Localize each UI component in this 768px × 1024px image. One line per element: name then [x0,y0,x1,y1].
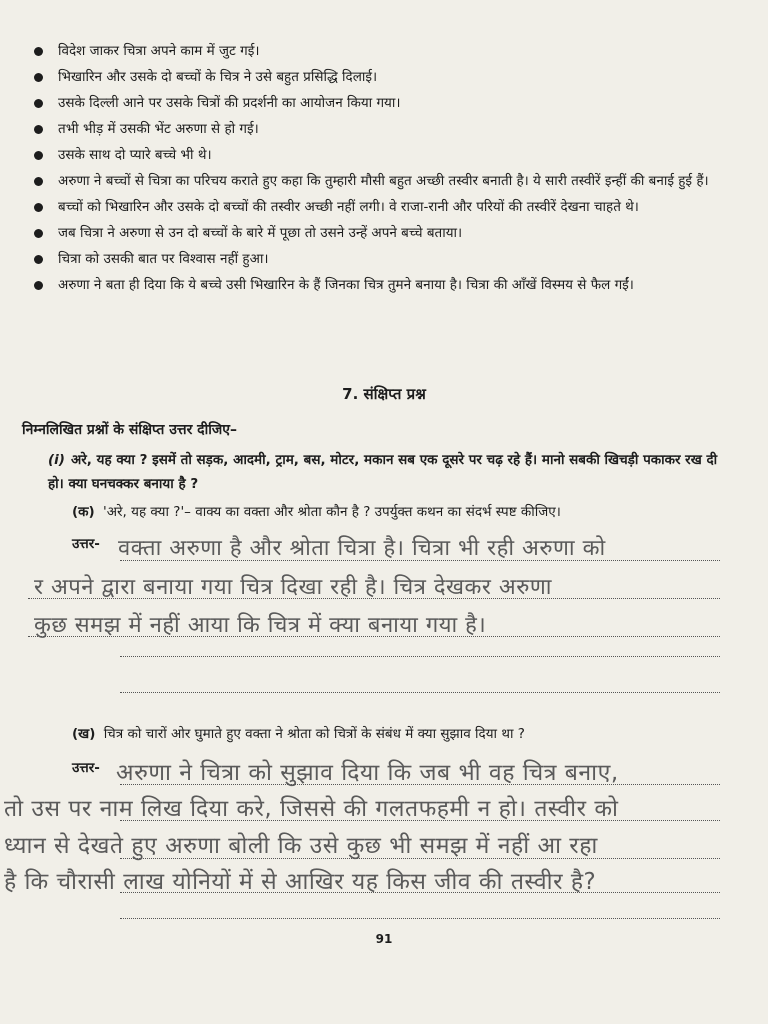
bullet-item [28,142,728,168]
bullet-item [28,246,728,272]
answer-a-label: उत्तर- [72,536,100,552]
bullet-text: अरुणा ने बच्चों से चित्रा का परिचय कराते हुए कहा कि तुम्हारी मौसी बहुत अच्छी तस्वीर बनाती है। ये सारी तस्वीरें इन्हीं की बनाई हुई हैं। [58,173,709,189]
bullet-text: उसके दिल्ली आने पर उसके चित्रों की प्रदर्शनी का आयोजन किया गया। [58,95,401,111]
bullet-text: चित्रा को उसकी बात पर विश्वास नहीं हुआ। [58,251,269,267]
answer-a-handwriting-2: र अपने द्वारा बनाया गया चित्र दिखा रही है। चित्र देखकर अरुणा [34,575,552,600]
bullet-text: अरुणा ने बता ही दिया कि ये बच्चे उसी भिखारिन के हैं जिनका चित्र तुमने बनाया है। चित्रा की आँखें विस्मय से फैल गईं। [58,277,634,293]
bullet-text: बच्चों को भिखारिन और उसके दो बच्चों की तस्वीर अच्छी नहीं लगी। वे राजा-रानी और परियों की तस्वीरें देखना चाहते थे। [58,199,639,215]
bullet-dot-icon [34,255,43,264]
instruction: निम्नलिखित प्रश्नों के संक्षिप्त उत्तर दीजिए– [22,422,237,438]
bullet-text: विदेश जाकर चित्रा अपने काम में जुट गई। [58,43,260,59]
sub-question-a-label: (क) [72,504,95,520]
sub-question-b-label: (ख) [72,726,96,742]
bullet-item [28,220,728,246]
question-number: (i) [48,452,65,468]
answer-line [120,692,720,693]
bullet-text: जब चित्रा ने अरुणा से उन दो बच्चों के बारे में पूछा तो उसने उन्हें अपने बच्चे बताया। [58,225,463,241]
sub-question-a-text: 'अरे, यह क्या ?'– वाक्य का वक्ता और श्रोता कौन है ? उपर्युक्त कथन का संदर्भ स्पष्ट कीजिए। [103,504,561,520]
bullet-item [28,194,728,220]
sub-question-b [72,724,525,742]
question-1 [48,448,728,496]
bullet-list [28,38,728,298]
bullet-dot-icon [34,177,43,186]
bullet-dot-icon [34,151,43,160]
sub-question-a [72,502,561,520]
bullet-dot-icon [34,73,43,82]
bullet-dot-icon [34,203,43,212]
answer-a-handwriting-3: कुछ समझ में नहीं आया कि चित्र में क्या बनाया गया है। [34,613,487,638]
bullet-item [28,64,728,90]
bullet-dot-icon [34,99,43,108]
answer-b-handwriting-4: है कि चौरासी लाख योनियों में से आखिर यह किस जीव की तस्वीर है? [4,869,597,895]
answer-b-handwriting-2: तो उस पर नाम लिख दिया करे, जिससे की गलतफहमी न हो। तस्वीर को [4,796,619,822]
bullet-item [28,38,728,64]
answer-a-handwriting-1: वक्ता अरुणा है और श्रोता चित्रा है। चित्रा भी रही अरुणा को [118,536,606,561]
bullet-item [28,90,728,116]
bullet-dot-icon [34,229,43,238]
question-text: अरे, यह क्या ? इसमें तो सड़क, आदमी, ट्राम, बस, मोटर, मकान सब एक दूसरे पर चढ़ रहे हैं। मानो सबकी खिचड़ी पकाकर रख दी हो। क्या घनचक्कर बनाया है ? [48,452,718,492]
bullet-text: उसके साथ दो प्यारे बच्चे भी थे। [58,147,212,163]
bullet-dot-icon [34,47,43,56]
bullet-item [28,168,728,194]
section-title: 7. संक्षिप्त प्रश्न [342,385,426,403]
page-number: 91 [375,932,393,946]
bullet-dot-icon [34,281,43,290]
answer-line [120,656,720,657]
bullet-item [28,116,728,142]
bullet-text: तभी भीड़ में उसकी भेंट अरुणा से हो गई। [58,121,259,137]
answer-b-handwriting-1: अरुणा ने चित्रा को सुझाव दिया कि जब भी वह चित्र बनाए, [116,760,619,786]
answer-line [120,918,720,919]
bullet-text: भिखारिन और उसके दो बच्चों के चित्र ने उसे बहुत प्रसिद्धि दिलाई। [58,69,378,85]
bullet-item [28,272,728,298]
answer-b-label: उत्तर- [72,760,100,776]
answer-b-handwriting-3: ध्यान से देखते हुए अरुणा बोली कि उसे कुछ भी समझ में नहीं आ रहा [4,833,598,859]
bullet-dot-icon [34,125,43,134]
sub-question-b-text: चित्र को चारों ओर घुमाते हुए वक्ता ने श्रोता को चित्रों के संबंध में क्या सुझाव दिया था ? [103,726,525,742]
